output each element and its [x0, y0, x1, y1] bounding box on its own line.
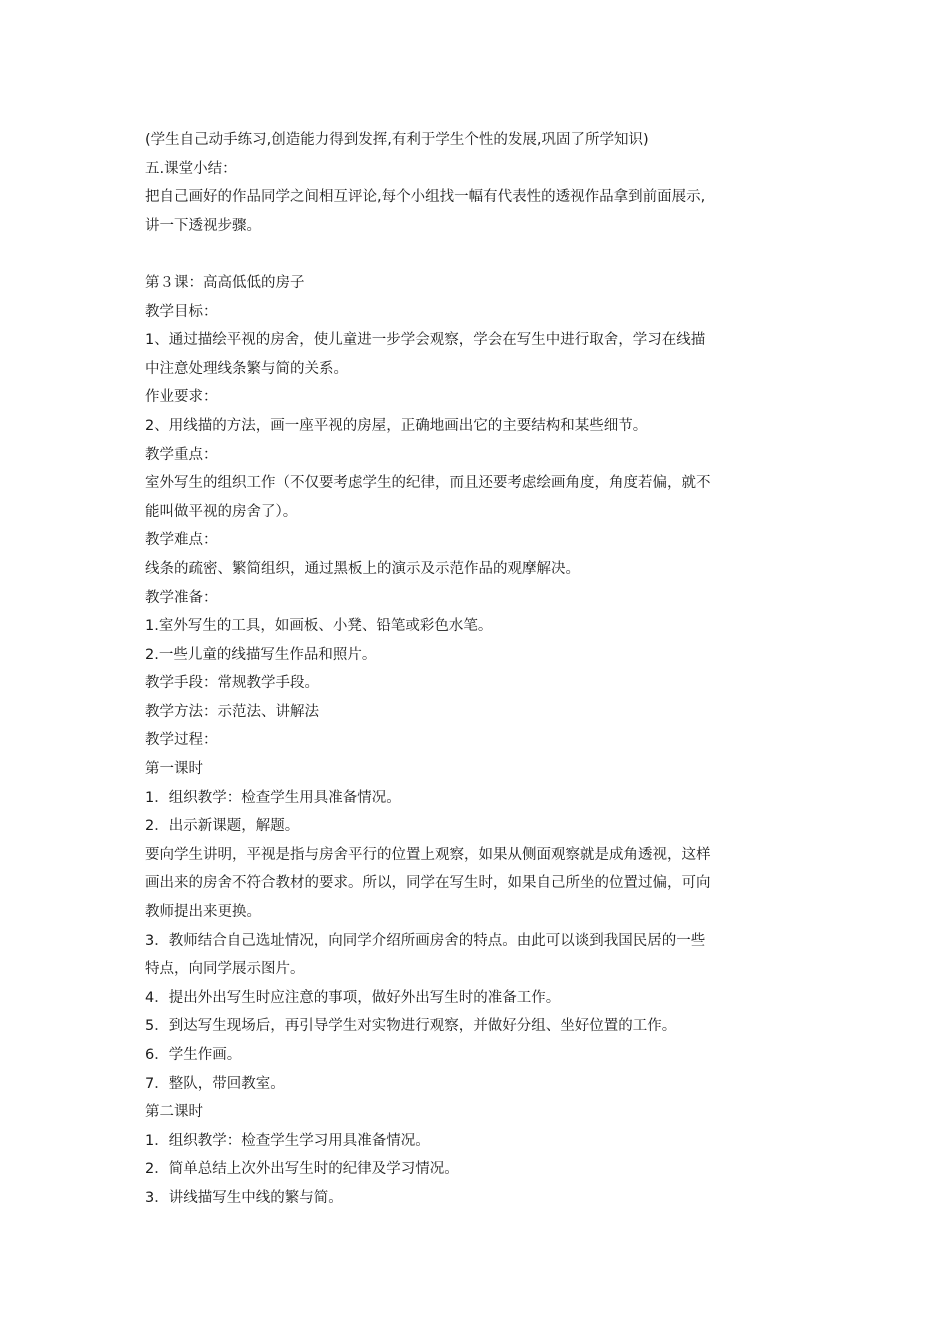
- section-heading: 教学目标：: [145, 303, 218, 320]
- text-line: 中注意处理线条繁与简的关系。: [145, 360, 348, 377]
- text-line: 7．整队，带回教室。: [145, 1075, 285, 1092]
- text-line: 1.室外写生的工具，如画板、小凳、铅笔或彩色水笔。: [145, 618, 493, 635]
- section-heading: 教学过程：: [145, 732, 218, 749]
- section-heading: 教学准备：: [145, 589, 218, 606]
- section-heading: 作业要求：: [145, 389, 218, 406]
- section-heading: 教学难点：: [145, 532, 218, 549]
- text-line: 1、通过描绘平视的房舍，使儿童进一步学会观察，学会在写生中进行取舍，学习在线描: [145, 332, 706, 349]
- section-heading: 教学重点：: [145, 446, 218, 463]
- text-line: 3．讲线描写生中线的繁与简。: [145, 1189, 343, 1206]
- text-line: 2、用线描的方法，画一座平视的房屋，正确地画出它的主要结构和某些细节。: [145, 417, 648, 434]
- text-line: 画出来的房舍不符合教材的要求。所以，同学在写生时，如果自己所坐的位置过偏，可向: [145, 875, 711, 892]
- lesson-title: 第３课：高高低低的房子: [145, 274, 305, 291]
- text-line: 讲一下透视步骤。: [145, 217, 261, 234]
- section-heading: 五.课堂小结：: [145, 160, 237, 177]
- section-heading: 第一课时: [145, 761, 203, 778]
- text-line: 6．学生作画。: [145, 1047, 242, 1063]
- text-line: 2．简单总结上次外出写生时的纪律及学习情况。: [145, 1161, 459, 1178]
- text-line: 2.一些儿童的线描写生作品和照片。: [145, 646, 377, 663]
- text-line: 2．出示新课题，解题。: [145, 818, 300, 835]
- text-line: 1．组织教学：检查学生学习用具准备情况。: [145, 1132, 430, 1149]
- text-line: 1．组织教学：检查学生用具准备情况。: [145, 789, 401, 806]
- text-line: 3．教师结合自己选址情况，向同学介绍所画房舍的特点。由此可以谈到我国民居的一些: [145, 932, 706, 949]
- text-line: 5．到达写生现场后，再引导学生对实物进行观察，并做好分组、坐好位置的工作。: [145, 1018, 677, 1035]
- text-line: 教学方法：示范法、讲解法: [145, 703, 319, 720]
- document-page: [145, 126, 810, 1213]
- text-line: 要向学生讲明，平视是指与房舍平行的位置上观察，如果从侧面观察就是成角透视，这样: [145, 846, 711, 863]
- text-line: 把自己画好的作品同学之间相互评论,每个小组找一幅有代表性的透视作品拿到前面展示,: [145, 189, 706, 206]
- section-heading: 第二课时: [145, 1104, 203, 1121]
- text-line: 教师提出来更换。: [145, 904, 261, 921]
- text-line: 教学手段：常规教学手段。: [145, 675, 319, 692]
- blank-line: [145, 240, 810, 269]
- text-line: 4．提出外出写生时应注意的事项，做好外出写生时的准备工作。: [145, 989, 561, 1006]
- text-line: 室外写生的组织工作（不仅要考虑学生的纪律，而且还要考虑绘画角度，角度若偏，就不: [145, 475, 711, 492]
- text-line: (学生自己动手练习,创造能力得到发挥,有利于学生个性的发展,巩固了所学知识): [145, 132, 649, 148]
- text-line: 线条的疏密、繁简组织，通过黑板上的演示及示范作品的观摩解决。: [145, 560, 580, 577]
- text-line: 能叫做平视的房舍了）。: [145, 503, 298, 520]
- text-line: 特点，向同学展示图片。: [145, 961, 305, 978]
